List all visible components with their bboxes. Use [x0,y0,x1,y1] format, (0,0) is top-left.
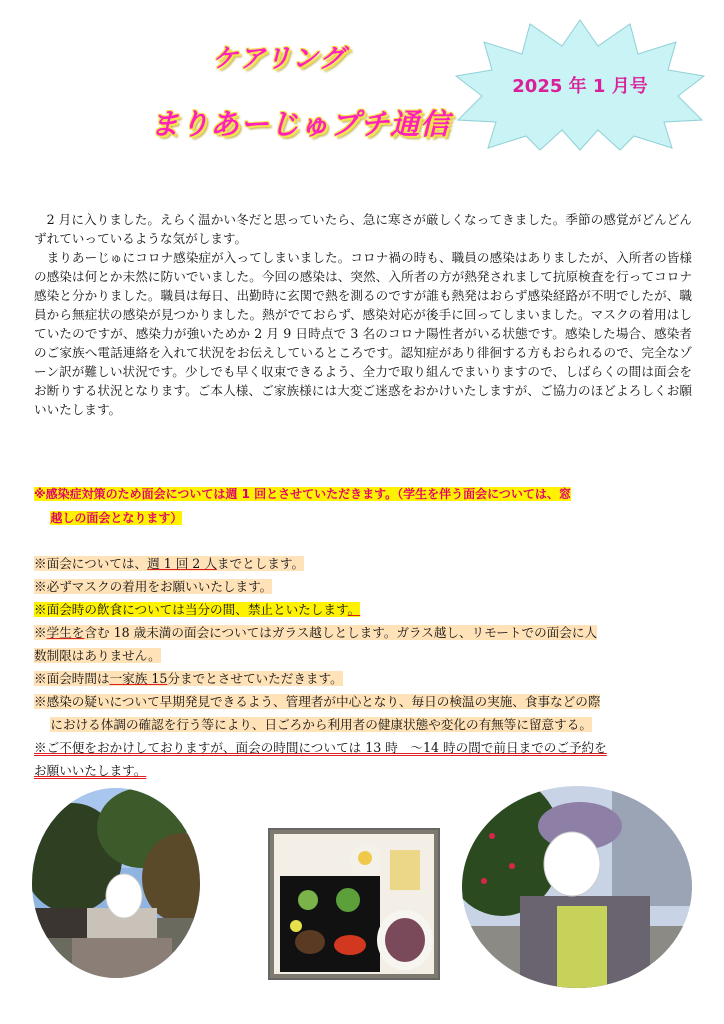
photo-resident-outdoors-left [32,788,200,978]
note-mask [34,575,694,598]
notice-text-2: 越しの面会となります） [50,511,183,525]
note-reservation-line-2 [34,759,694,782]
photo-left-illustration [32,788,200,978]
notice-text-1: ※感染症対策のため面会については週 1 回とさせていただきます。（学生を伴う面会については、窓 [34,487,571,501]
title-line1: ケアリング [212,44,346,74]
note-5-wrap [34,671,343,686]
issue-badge [452,18,708,152]
note-4-wrap [34,625,597,640]
note-no-food [34,598,694,621]
note-under-18-line-1 [34,621,694,644]
note-4-pre: ※ [34,625,47,640]
paragraph-2: まりあーじゅにコロナ感染症が入ってしまいました。コロナ禍の時も、職員の感染はありましたが、入所者の皆様の感染は何とか未然に防いでいました。今回の感染は、突然、入所者の方が熱発されまして抗原検査を行ってコロナ感染と分かりました。職員は毎日、出勤時に玄関で熱を測るのですが誰も熱発はおらず感染経路が不明でしたが、職員から無症状の感染が見つかりました。熱がでておらず、感染対応が後手に回ってしまいました。マスクの着用はしていたのですが、感染力が強いためか 2 月 9 日時点で 3 名のコロナ陽性者がいる状態です。感染した場合、感染者のご家族へ電話連絡を入れて状況をお伝えしているところです。認知症があり徘徊する方もおられるので、完全なゾーン訳が難しい状況です。少しでも早く収束できるよう、全力で取り組んでまいりますので、しばらくの間は面会をお断りする状況となります。ご本人様、ご家族様には大変ご迷惑をおかけいたしますが、ご協力のほどよろしくお願いいたします。 [34,250,693,417]
note-5-underlined: 一家族 15 [109,671,168,686]
note-6-line-1: ※感染の疑いについて早期発見できるよう、管理者が中心となり、毎日の検温の実施、食事などの際 [34,694,601,709]
note-4-rest: 含む 18 歳未満の面会についてはガラス越しとします。ガラス越し、リモートでの面会に人 [84,625,598,640]
body-text [34,210,692,419]
note-1-pre: ※面会については、 [34,556,148,571]
note-7-line-1: ※ご不便をおかけしておりますが、面会の時間については 13 時 ～14 時の間で前日までのご予約を [34,740,607,755]
note-5-post: 分までとさせていただきます。 [167,671,343,686]
note-7-line-2: お願いいたします。 [34,763,147,778]
photo-middle-illustration [270,830,438,978]
notice-line-1 [34,482,694,506]
note-2-text: ※必ずマスクの着用をお願いいたします。 [34,579,273,594]
note-reservation-line-1 [34,736,694,759]
note-6-line-2: における体調の確認を行う等により、日ごろから利用者の健康状態や変化の有無等に留意する。 [50,717,592,732]
note-4-line-2: 数制限はありません。 [34,648,161,663]
note-1-post: までとします。 [216,556,305,571]
note-4-underlined: 学生を [46,625,85,640]
issue-badge-label: 2025 年 1 月号 [512,76,648,97]
note-1-underlined: 週 1 回 2 人 [147,556,217,571]
photo-osechi-meal [268,828,440,980]
note-3-end: 。 [347,602,361,617]
note-early-detection-line-2 [34,713,694,736]
note-1-wrap [34,556,304,571]
photo-resident-outdoors-right [462,786,692,988]
note-3-text: ※面会時の飲食については当分の間、禁止といたします [34,602,348,617]
title-line2: まりあーじゅプチ通信 [150,107,451,141]
note-5-pre: ※面会時間は [34,671,110,686]
notice-line-2 [34,506,694,530]
note-visit-frequency [34,552,694,575]
paragraph-1: 2 月に入りました。えらく温かい冬だと思っていたら、急に寒さが厳しくなってきました。季節の感覚がどんどんずれていっているような気がします。 [34,212,692,246]
note-visit-time [34,667,694,690]
notes-section [34,482,694,782]
note-under-18-line-2 [34,644,694,667]
note-early-detection-line-1 [34,690,694,713]
photo-right-illustration [462,786,692,988]
